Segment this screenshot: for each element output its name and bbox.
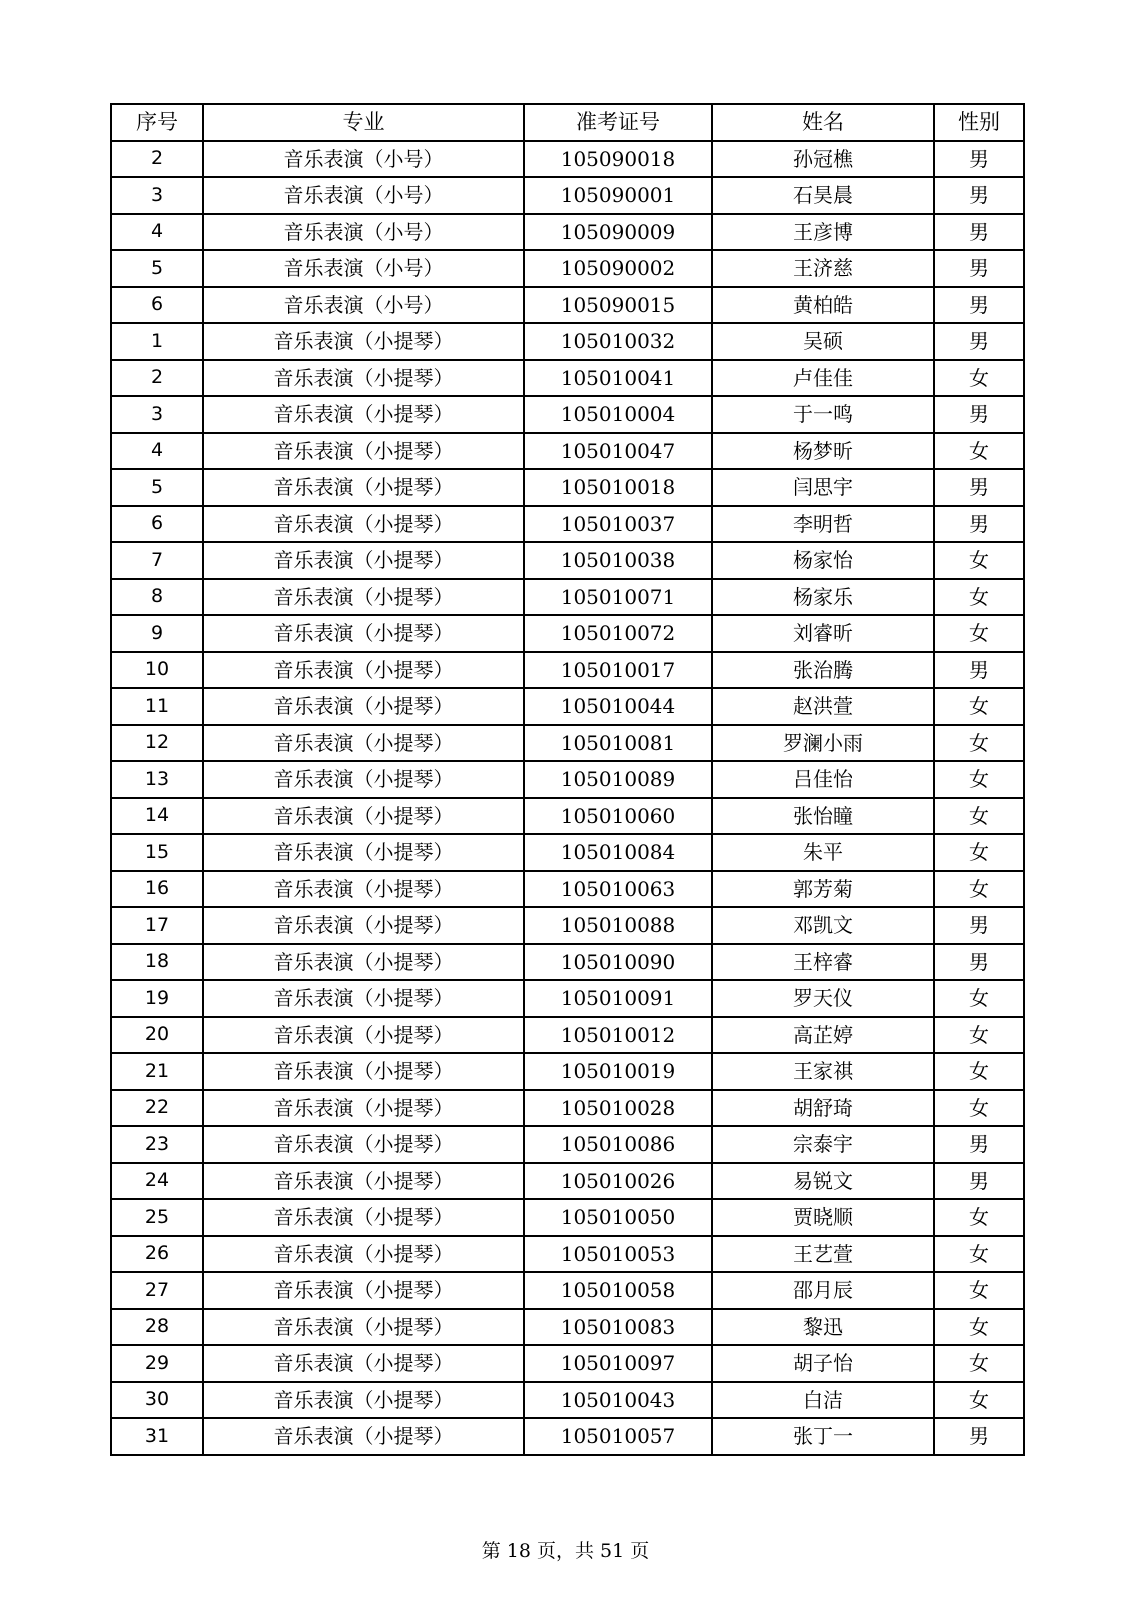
cell-name: 易锐文: [712, 1163, 934, 1200]
cell-major: 音乐表演（小号）: [203, 287, 524, 324]
cell-exam-id: 105010043: [524, 1382, 712, 1419]
cell-gender: 女: [934, 871, 1024, 908]
header-exam-id: 准考证号: [524, 104, 712, 141]
cell-seq: 29: [111, 1345, 203, 1382]
cell-exam-id: 105010071: [524, 579, 712, 616]
cell-exam-id: 105010081: [524, 725, 712, 762]
cell-gender: 女: [934, 1345, 1024, 1382]
cell-gender: 女: [934, 980, 1024, 1017]
table-row: [111, 214, 1024, 251]
table-row: [111, 1345, 1024, 1382]
cell-major: 音乐表演（小提琴）: [203, 1053, 524, 1090]
cell-exam-id: 105010097: [524, 1345, 712, 1382]
cell-major: 音乐表演（小提琴）: [203, 1126, 524, 1163]
cell-exam-id: 105010041: [524, 360, 712, 397]
table-header-row: [111, 104, 1024, 141]
cell-seq: 25: [111, 1199, 203, 1236]
cell-name: 胡舒琦: [712, 1090, 934, 1127]
cell-seq: 30: [111, 1382, 203, 1419]
table-body: [111, 141, 1024, 1455]
cell-seq: 12: [111, 725, 203, 762]
cell-gender: 女: [934, 579, 1024, 616]
cell-seq: 1: [111, 323, 203, 360]
cell-gender: 男: [934, 652, 1024, 689]
cell-major: 音乐表演（小提琴）: [203, 1236, 524, 1273]
cell-name: 郭芳菊: [712, 871, 934, 908]
cell-seq: 7: [111, 542, 203, 579]
cell-seq: 9: [111, 615, 203, 652]
cell-major: 音乐表演（小提琴）: [203, 542, 524, 579]
cell-name: 胡子怡: [712, 1345, 934, 1382]
table-row: [111, 1272, 1024, 1309]
cell-major: 音乐表演（小提琴）: [203, 1199, 524, 1236]
cell-exam-id: 105010060: [524, 798, 712, 835]
cell-major: 音乐表演（小提琴）: [203, 1163, 524, 1200]
table-row: [111, 907, 1024, 944]
table-row: [111, 1199, 1024, 1236]
table-row: [111, 1090, 1024, 1127]
cell-exam-id: 105090001: [524, 177, 712, 214]
cell-major: 音乐表演（小提琴）: [203, 469, 524, 506]
cell-gender: 男: [934, 944, 1024, 981]
cell-name: 王艺萱: [712, 1236, 934, 1273]
cell-gender: 女: [934, 542, 1024, 579]
cell-seq: 18: [111, 944, 203, 981]
cell-seq: 5: [111, 469, 203, 506]
table-row: [111, 506, 1024, 543]
cell-name: 卢佳佳: [712, 360, 934, 397]
cell-gender: 男: [934, 1418, 1024, 1455]
table-row: [111, 1418, 1024, 1455]
cell-seq: 2: [111, 360, 203, 397]
cell-exam-id: 105010028: [524, 1090, 712, 1127]
cell-exam-id: 105010050: [524, 1199, 712, 1236]
cell-name: 罗天仪: [712, 980, 934, 1017]
cell-exam-id: 105090002: [524, 250, 712, 287]
cell-seq: 13: [111, 761, 203, 798]
cell-gender: 女: [934, 360, 1024, 397]
cell-major: 音乐表演（小提琴）: [203, 798, 524, 835]
cell-name: 邓凯文: [712, 907, 934, 944]
cell-major: 音乐表演（小号）: [203, 214, 524, 251]
cell-major: 音乐表演（小号）: [203, 177, 524, 214]
cell-name: 刘睿昕: [712, 615, 934, 652]
cell-seq: 4: [111, 214, 203, 251]
header-gender: 性别: [934, 104, 1024, 141]
cell-exam-id: 105010063: [524, 871, 712, 908]
cell-exam-id: 105010037: [524, 506, 712, 543]
cell-seq: 6: [111, 506, 203, 543]
cell-exam-id: 105010004: [524, 396, 712, 433]
table-row: [111, 834, 1024, 871]
cell-gender: 女: [934, 761, 1024, 798]
cell-gender: 女: [934, 1309, 1024, 1346]
cell-seq: 27: [111, 1272, 203, 1309]
table-row: [111, 177, 1024, 214]
cell-seq: 21: [111, 1053, 203, 1090]
cell-gender: 男: [934, 1163, 1024, 1200]
cell-gender: 女: [934, 1272, 1024, 1309]
cell-name: 宗泰宇: [712, 1126, 934, 1163]
cell-gender: 女: [934, 1382, 1024, 1419]
cell-exam-id: 105010086: [524, 1126, 712, 1163]
cell-gender: 男: [934, 1126, 1024, 1163]
table-row: [111, 688, 1024, 725]
cell-exam-id: 105010083: [524, 1309, 712, 1346]
cell-exam-id: 105010026: [524, 1163, 712, 1200]
cell-name: 黎迅: [712, 1309, 934, 1346]
cell-name: 李明哲: [712, 506, 934, 543]
header-major: 专业: [203, 104, 524, 141]
cell-name: 王家祺: [712, 1053, 934, 1090]
table-row: [111, 944, 1024, 981]
cell-seq: 3: [111, 396, 203, 433]
table-row: [111, 1126, 1024, 1163]
cell-gender: 女: [934, 688, 1024, 725]
table-row: [111, 542, 1024, 579]
cell-gender: 男: [934, 469, 1024, 506]
cell-exam-id: 105010084: [524, 834, 712, 871]
cell-name: 张治腾: [712, 652, 934, 689]
cell-seq: 2: [111, 141, 203, 178]
cell-gender: 男: [934, 506, 1024, 543]
cell-name: 贾晓顺: [712, 1199, 934, 1236]
cell-gender: 女: [934, 1017, 1024, 1054]
table-row: [111, 1382, 1024, 1419]
table-row: [111, 323, 1024, 360]
cell-gender: 女: [934, 834, 1024, 871]
cell-major: 音乐表演（小提琴）: [203, 579, 524, 616]
header-seq: 序号: [111, 104, 203, 141]
cell-name: 杨家怡: [712, 542, 934, 579]
table-row: [111, 1053, 1024, 1090]
table-row: [111, 396, 1024, 433]
cell-exam-id: 105010018: [524, 469, 712, 506]
cell-name: 石昊晨: [712, 177, 934, 214]
cell-gender: 女: [934, 798, 1024, 835]
table-row: [111, 980, 1024, 1017]
cell-gender: 男: [934, 141, 1024, 178]
cell-exam-id: 105010091: [524, 980, 712, 1017]
table-row: [111, 761, 1024, 798]
admission-roster-table: [110, 103, 1025, 1456]
cell-gender: 男: [934, 214, 1024, 251]
cell-major: 音乐表演（小提琴）: [203, 1017, 524, 1054]
cell-major: 音乐表演（小提琴）: [203, 1309, 524, 1346]
table-row: [111, 725, 1024, 762]
cell-seq: 22: [111, 1090, 203, 1127]
cell-major: 音乐表演（小提琴）: [203, 323, 524, 360]
cell-seq: 11: [111, 688, 203, 725]
cell-name: 王济慈: [712, 250, 934, 287]
cell-gender: 男: [934, 250, 1024, 287]
cell-exam-id: 105010038: [524, 542, 712, 579]
cell-major: 音乐表演（小提琴）: [203, 360, 524, 397]
cell-gender: 男: [934, 287, 1024, 324]
table-row: [111, 871, 1024, 908]
cell-gender: 女: [934, 725, 1024, 762]
cell-major: 音乐表演（小号）: [203, 141, 524, 178]
table-row: [111, 615, 1024, 652]
cell-seq: 15: [111, 834, 203, 871]
cell-seq: 8: [111, 579, 203, 616]
cell-major: 音乐表演（小提琴）: [203, 761, 524, 798]
cell-gender: 男: [934, 177, 1024, 214]
cell-gender: 男: [934, 396, 1024, 433]
cell-gender: 女: [934, 1090, 1024, 1127]
cell-gender: 男: [934, 323, 1024, 360]
cell-major: 音乐表演（小提琴）: [203, 688, 524, 725]
cell-name: 闫思宇: [712, 469, 934, 506]
cell-exam-id: 105010012: [524, 1017, 712, 1054]
cell-major: 音乐表演（小提琴）: [203, 1418, 524, 1455]
cell-name: 张丁一: [712, 1418, 934, 1455]
cell-seq: 10: [111, 652, 203, 689]
cell-seq: 26: [111, 1236, 203, 1273]
cell-exam-id: 105010058: [524, 1272, 712, 1309]
cell-exam-id: 105010072: [524, 615, 712, 652]
cell-gender: 女: [934, 1053, 1024, 1090]
cell-exam-id: 105090009: [524, 214, 712, 251]
cell-name: 孙冠樵: [712, 141, 934, 178]
cell-major: 音乐表演（小提琴）: [203, 1090, 524, 1127]
cell-seq: 19: [111, 980, 203, 1017]
cell-name: 王彦博: [712, 214, 934, 251]
cell-major: 音乐表演（小提琴）: [203, 907, 524, 944]
table-row: [111, 433, 1024, 470]
cell-major: 音乐表演（小提琴）: [203, 652, 524, 689]
cell-seq: 28: [111, 1309, 203, 1346]
cell-gender: 女: [934, 1199, 1024, 1236]
cell-exam-id: 105010019: [524, 1053, 712, 1090]
cell-name: 赵洪萱: [712, 688, 934, 725]
cell-major: 音乐表演（小号）: [203, 250, 524, 287]
table-row: [111, 798, 1024, 835]
cell-exam-id: 105010017: [524, 652, 712, 689]
cell-exam-id: 105010047: [524, 433, 712, 470]
cell-seq: 20: [111, 1017, 203, 1054]
cell-name: 王梓睿: [712, 944, 934, 981]
cell-gender: 女: [934, 433, 1024, 470]
cell-seq: 3: [111, 177, 203, 214]
cell-name: 张怡瞳: [712, 798, 934, 835]
cell-exam-id: 105010089: [524, 761, 712, 798]
cell-exam-id: 105010053: [524, 1236, 712, 1273]
cell-gender: 男: [934, 907, 1024, 944]
cell-exam-id: 105010090: [524, 944, 712, 981]
cell-gender: 女: [934, 615, 1024, 652]
cell-seq: 14: [111, 798, 203, 835]
cell-major: 音乐表演（小提琴）: [203, 944, 524, 981]
cell-major: 音乐表演（小提琴）: [203, 615, 524, 652]
cell-seq: 4: [111, 433, 203, 470]
cell-exam-id: 105010057: [524, 1418, 712, 1455]
cell-name: 白洁: [712, 1382, 934, 1419]
cell-major: 音乐表演（小提琴）: [203, 1272, 524, 1309]
table-row: [111, 1017, 1024, 1054]
cell-name: 罗澜小雨: [712, 725, 934, 762]
table-row: [111, 579, 1024, 616]
cell-name: 邵月辰: [712, 1272, 934, 1309]
cell-major: 音乐表演（小提琴）: [203, 1382, 524, 1419]
cell-seq: 16: [111, 871, 203, 908]
cell-name: 朱平: [712, 834, 934, 871]
cell-exam-id: 105010044: [524, 688, 712, 725]
cell-seq: 5: [111, 250, 203, 287]
cell-name: 黄柏皓: [712, 287, 934, 324]
cell-seq: 17: [111, 907, 203, 944]
cell-name: 高芷婷: [712, 1017, 934, 1054]
table-row: [111, 1309, 1024, 1346]
table-row: [111, 469, 1024, 506]
cell-seq: 6: [111, 287, 203, 324]
cell-major: 音乐表演（小提琴）: [203, 506, 524, 543]
cell-major: 音乐表演（小提琴）: [203, 980, 524, 1017]
cell-name: 杨梦昕: [712, 433, 934, 470]
cell-major: 音乐表演（小提琴）: [203, 1345, 524, 1382]
cell-exam-id: 105090018: [524, 141, 712, 178]
table-row: [111, 287, 1024, 324]
table-row: [111, 360, 1024, 397]
cell-major: 音乐表演（小提琴）: [203, 433, 524, 470]
cell-major: 音乐表演（小提琴）: [203, 725, 524, 762]
table-row: [111, 1163, 1024, 1200]
cell-seq: 23: [111, 1126, 203, 1163]
page-footer: 第 18 页，共 51 页: [481, 1540, 650, 1562]
table-row: [111, 141, 1024, 178]
table-row: [111, 250, 1024, 287]
cell-major: 音乐表演（小提琴）: [203, 834, 524, 871]
cell-name: 于一鸣: [712, 396, 934, 433]
cell-major: 音乐表演（小提琴）: [203, 396, 524, 433]
header-name: 姓名: [712, 104, 934, 141]
cell-seq: 24: [111, 1163, 203, 1200]
cell-name: 杨家乐: [712, 579, 934, 616]
cell-exam-id: 105010032: [524, 323, 712, 360]
table-row: [111, 652, 1024, 689]
cell-name: 吴硕: [712, 323, 934, 360]
cell-seq: 31: [111, 1418, 203, 1455]
cell-exam-id: 105010088: [524, 907, 712, 944]
cell-major: 音乐表演（小提琴）: [203, 871, 524, 908]
cell-exam-id: 105090015: [524, 287, 712, 324]
cell-gender: 女: [934, 1236, 1024, 1273]
cell-name: 吕佳怡: [712, 761, 934, 798]
table-row: [111, 1236, 1024, 1273]
